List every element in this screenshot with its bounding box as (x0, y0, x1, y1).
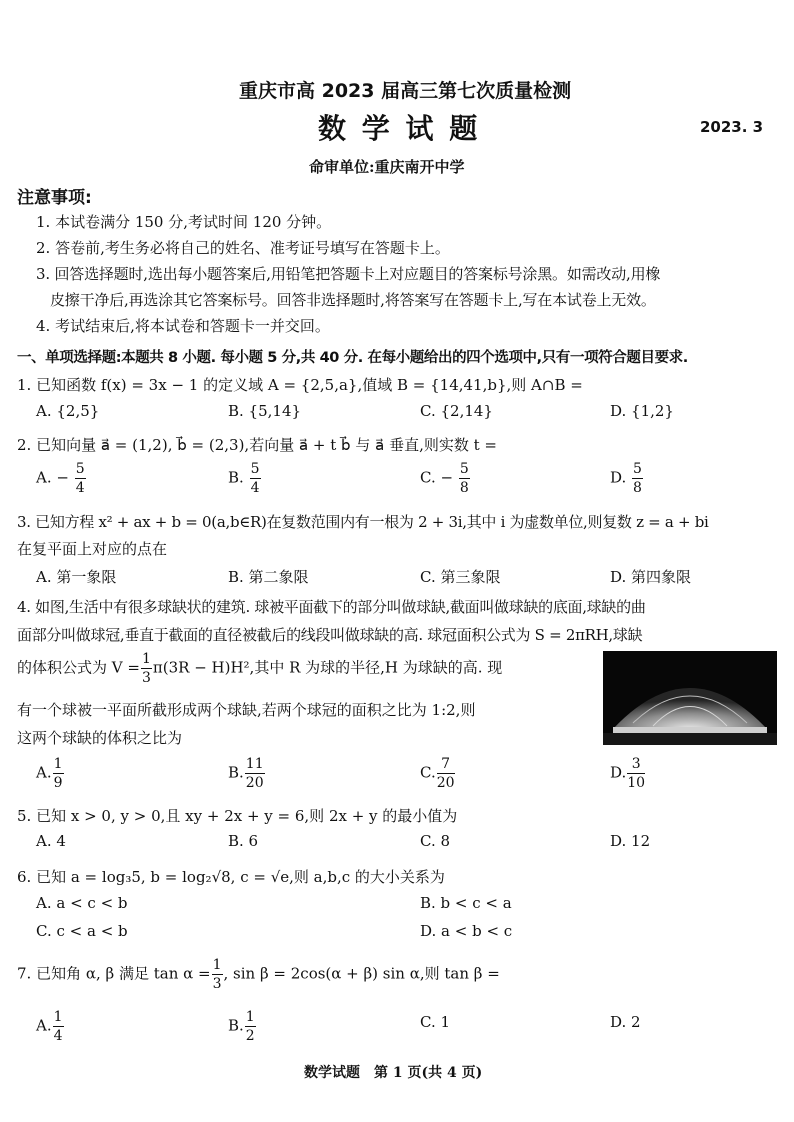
q5-option-b: B. 6 (228, 832, 259, 850)
dome-building-photo (603, 651, 777, 745)
q2-option-a (36, 462, 87, 495)
q2-fraction-c: $\frac{5}{8}$ (459, 461, 469, 496)
q7-stem-end: , sin β = 2cos(α + β) sin α,则 tan β = (223, 964, 500, 983)
q4-stem-line5: 这两个球缺的体积之比为 (17, 729, 183, 747)
q5-option-a: A. 4 (36, 832, 66, 850)
q4-option-d: D. $\frac{3}{10}$ (610, 756, 646, 791)
q5-option-d: D. 12 (610, 832, 651, 850)
q4-fraction-d: $\frac{3}{10}$ (627, 756, 646, 791)
q7-option-d: D. 2 (610, 1013, 641, 1031)
q3-stem-line2: 在复平面上对应的点在 (17, 540, 168, 558)
q2-label-d: D. (610, 468, 627, 487)
exam-title: 数 学 试 题 (318, 112, 481, 145)
exam-date: 2023. 3 (700, 118, 764, 136)
q2-fraction-d: $\frac{5}{8}$ (633, 461, 642, 496)
notice-item-4: 4. 考试结束后,将本试卷和答题卡一并交回。 (36, 317, 330, 335)
q2-option-b (228, 462, 262, 495)
notice-item-3: 3. 回答选择题时,选出每小题答案后,用铅笔把答题卡上对应题目的答案标号涂黑。如需改动,用橡 (36, 265, 661, 283)
q3-option-a: A. 第一象限 (36, 568, 117, 586)
q4-fraction-b: $\frac{11}{20}$ (245, 756, 264, 791)
q2-option-c (420, 462, 471, 495)
notice-item-1: 1. 本试卷满分 150 分,考试时间 120 分钟。 (36, 213, 332, 231)
q1-option-b: B. {5,14} (228, 402, 302, 420)
q2-label-c: C. (420, 468, 436, 487)
q4-volume-label: 的体积公式为 V = (17, 658, 140, 677)
section-heading: 一、单项选择题:本题共 8 小题. 每小题 5 分,共 40 分. 在每小题给出的四个选项中,只有一项符合题目要求. (17, 350, 688, 366)
exam-organizer: 命审单位:重庆南开中学 (309, 158, 465, 176)
q3-option-b: B. 第二象限 (228, 568, 309, 586)
q4-volume-fraction: $\frac{1}{3}$ (141, 651, 151, 686)
q7-option-a: A. $\frac{1}{4}$ (36, 1009, 63, 1044)
q2-fraction-b: $\frac{5}{4}$ (250, 461, 260, 496)
q4-stem-line4: 有一个球被一平面所截形成两个球缺,若两个球冠的面积之比为 1:2,则 (17, 701, 476, 719)
q4-stem-line1: 4. 如图,生活中有很多球缺状的建筑. 球被平面截下的部分叫做球缺,截面叫做球缺的底面,球缺的曲 (17, 598, 646, 616)
q4-option-b: B. $\frac{11}{20}$ (228, 756, 264, 791)
q7-tan-fraction: $\frac{1}{3}$ (212, 957, 222, 992)
q4-option-c: C. $\frac{7}{20}$ (420, 756, 455, 791)
q4-volume-formula: π(3R − H)H²,其中 R 为球的半径,H 为球缺的高. 现 (152, 658, 503, 677)
q5-stem: 5. 已知 x > 0, y > 0,且 xy + 2x + y = 6,则 2x + y 的最小值为 (17, 807, 458, 825)
q7-option-c: C. 1 (420, 1013, 451, 1031)
q7-fraction-b: $\frac{1}{2}$ (245, 1009, 255, 1044)
q7-stem (17, 958, 500, 991)
q4-stem-line2: 面部分叫做球冠,垂直于截面的直径被截后的线段叫做球缺的高. 球冠面积公式为 S = 2πRH,球缺 (17, 626, 643, 644)
page-footer: 数学试题 第 1 页(共 4 页) (304, 1065, 483, 1081)
q7-stem-start: 7. 已知角 α, β 满足 tan α = (17, 964, 211, 983)
q1-option-c: C. {2,14} (420, 402, 493, 420)
q5-option-c: C. 8 (420, 832, 451, 850)
dome-building-illustration (603, 651, 777, 745)
q1-option-d: D. {1,2} (610, 402, 674, 420)
q6-stem: 6. 已知 a = log₃5, b = log₂√8, c = √e,则 a,b,c 的大小关系为 (17, 868, 445, 886)
q7-fraction-a: $\frac{1}{4}$ (53, 1009, 63, 1044)
q2-sign-c: − (440, 468, 454, 487)
q2-fraction-a: $\frac{5}{4}$ (75, 461, 85, 496)
q2-label-a: A. (36, 468, 52, 487)
q6-option-b: B. b < c < a (420, 894, 512, 912)
q1-option-a: A. {2,5} (36, 402, 100, 420)
q6-option-a: A. a < c < b (36, 894, 128, 912)
q1-stem: 1. 已知函数 f(x) = 3x − 1 的定义域 A = {2,5,a},值域 B = {14,41,b},则 A∩B = (17, 376, 583, 394)
notice-item-2: 2. 答卷前,考生务必将自己的姓名、准考证号填写在答题卡上。 (36, 239, 450, 257)
q4-fraction-c: $\frac{7}{20}$ (436, 756, 455, 791)
q3-option-d: D. 第四象限 (610, 568, 692, 586)
q4-option-a: A. $\frac{1}{9}$ (36, 756, 63, 791)
q2-label-b: B. (228, 468, 244, 487)
q2-option-d (610, 462, 644, 495)
q4-fraction-a: $\frac{1}{9}$ (53, 756, 63, 791)
q3-option-c: C. 第三象限 (420, 568, 501, 586)
exam-series-title: 重庆市高 2023 届高三第七次质量检测 (239, 80, 572, 102)
notice-item-3-cont: 皮擦干净后,再选涂其它答案标号。回答非选择题时,将答案写在答题卡上,写在本试卷上无效。 (50, 291, 656, 309)
q2-stem: 2. 已知向量 a⃗ = (1,2), b⃗ = (2,3),若向量 a⃗ + t b⃗ 与 a⃗ 垂直,则实数 t = (17, 436, 497, 454)
q7-option-b: B. $\frac{1}{2}$ (228, 1009, 255, 1044)
notice-heading: 注意事项: (17, 188, 92, 208)
q2-sign-a: − (56, 468, 69, 487)
q6-option-c: C. c < a < b (36, 922, 128, 940)
q6-option-d: D. a < b < c (420, 922, 513, 940)
q3-stem-line1: 3. 已知方程 x² + ax + b = 0(a,b∈R)在复数范围内有一根为 2 + 3i,其中 i 为虚数单位,则复数 z = a + bi (17, 513, 709, 531)
q4-stem-line3 (17, 652, 502, 685)
